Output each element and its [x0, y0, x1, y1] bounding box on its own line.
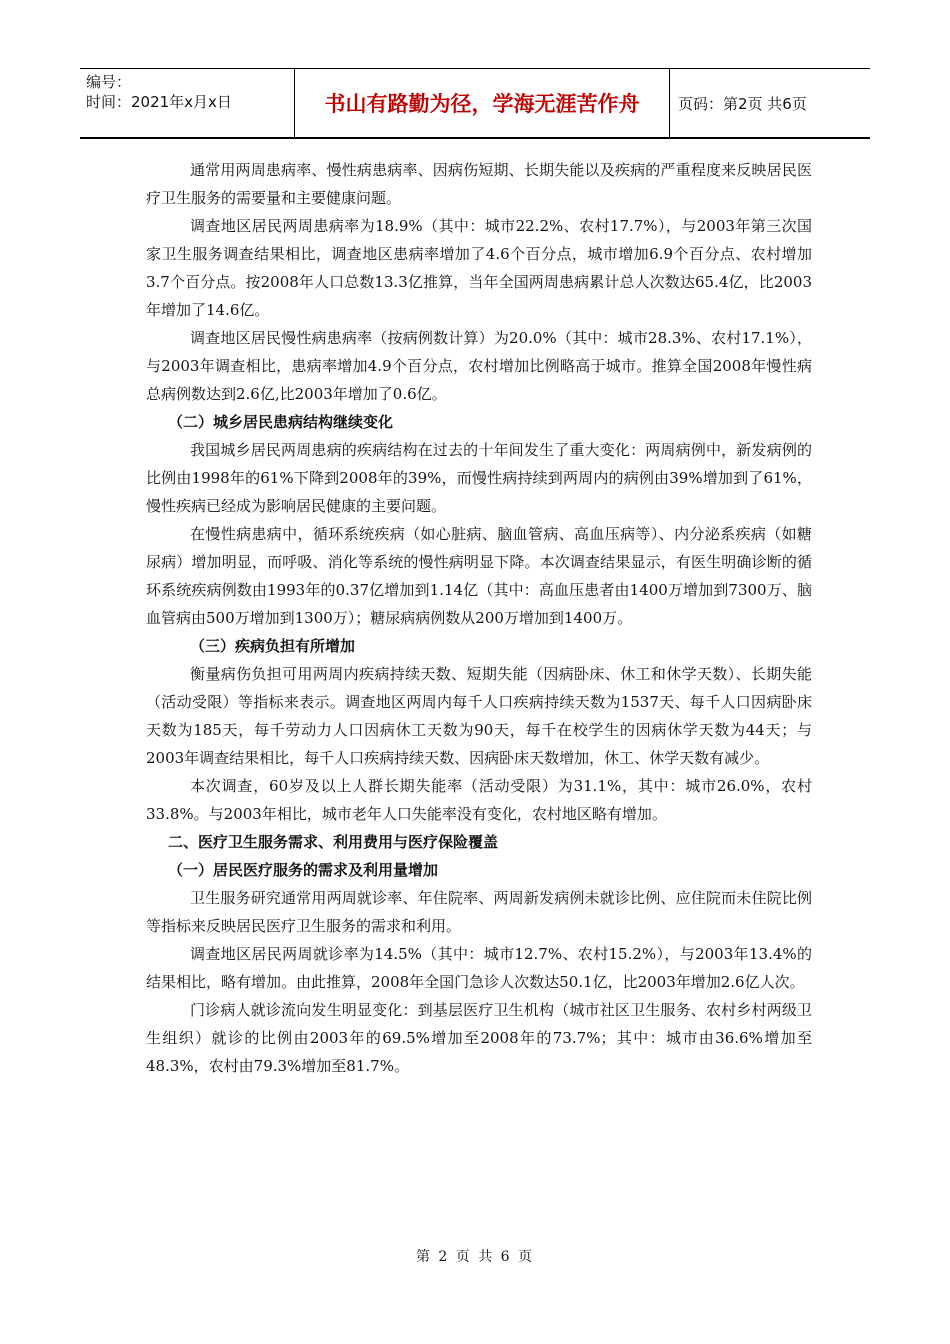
header-motto: 书山有路勤为径，学海无涯苦作舟 [295, 69, 670, 137]
paragraph: 调查地区居民两周就诊率为14.5%（其中：城市12.7%、农村15.2%），与2003年13.4%的结果相比，略有增加。由此推算，2008年全国门急诊人次数达50.1亿，比2003年增加2.6亿人次。 [146, 945, 812, 991]
paragraph: 本次调查，60岁及以上人群长期失能率（活动受限）为31.1%，其中：城市26.0%，农村33.8%。与2003年相比，城市老年人口失能率没有变化，农村地区略有增加。 [146, 777, 812, 823]
page-footer: 第 2 页 共 6 页 [415, 1249, 535, 1265]
page-header [80, 68, 870, 139]
section-heading: （一）居民医疗服务的需求及利用量增加 [168, 861, 439, 879]
section-heading: （三）疾病负担有所增加 [190, 637, 356, 655]
section-heading: （二）城乡居民患病结构继续变化 [168, 413, 394, 431]
paragraph: 我国城乡居民两周患病的疾病结构在过去的十年间发生了重大变化：两周病例中，新发病例的比例由1998年的61%下降到2008年的39%，而慢性病持续到两周内的病例由39%增加到了61%，慢性疾病已经成为影响居民健康的主要问题。 [146, 441, 812, 515]
paragraph: 在慢性病患病中，循环系统疾病（如心脏病、脑血管病、高血压病等）、内分泌系疾病（如糖尿病）增加明显，而呼吸、消化等系统的慢性病明显下降。本次调查结果显示，有医生明确诊断的循环系统疾病例数由1993年的0.37亿增加到1.14亿（其中：高血压患者由1400万增加到7300万、脑血管病由500万增加到1300万）；糖尿病病例数从200万增加到1400万。 [146, 525, 812, 627]
header-page-info: 页码：第2页 共6页 [678, 94, 807, 113]
paragraph: 衡量病伤负担可用两周内疾病持续天数、短期失能（因病卧床、休工和休学天数）、长期失能（活动受限）等指标来表示。调查地区两周内每千人口疾病持续天数为1537天、每千人口因病卧床天数为185天，每千劳动力人口因病休工天数为90天，每千在校学生的因病休学天数为44天；与2003年调查结果相比，每千人口疾病持续天数、因病卧床天数增加，休工、休学天数有减少。 [146, 665, 812, 767]
document-time-label: 时间：2021年x月x日 [86, 93, 232, 111]
paragraph: 卫生服务研究通常用两周就诊率、年住院率、两周新发病例未就诊比例、应住院而未住院比例等指标来反映居民医疗卫生服务的需求和利用。 [146, 889, 812, 935]
paragraph: 门诊病人就诊流向发生明显变化：到基层医疗卫生机构（城市社区卫生服务、农村乡村两级卫生组织）就诊的比例由2003年的69.5%增加至2008年的73.7%；其中：城市由36.6%增加至48.3%，农村由79.3%增加至81.7%。 [146, 1001, 812, 1075]
paragraph: 通常用两周患病率、慢性病患病率、因病伤短期、长期失能以及疾病的严重程度来反映居民医疗卫生服务的需要量和主要健康问题。 [146, 161, 812, 207]
document-body [146, 156, 812, 1080]
header-meta [80, 69, 295, 137]
document-number-label: 编号： [86, 73, 132, 91]
paragraph: 调查地区居民两周患病率为18.9%（其中：城市22.2%、农村17.7%），与2003年第三次国家卫生服务调查结果相比，调查地区患病率增加了4.6个百分点，城市增加6.9个百分点、农村增加3.7个百分点。按2008年人口总数13.3亿推算，当年全国两周患病累计总人次数达65.4亿，比2003年增加了14.6亿。 [146, 217, 812, 319]
section-heading: 二、医疗卫生服务需求、利用费用与医疗保险覆盖 [168, 833, 499, 851]
paragraph: 调查地区居民慢性病患病率（按病例数计算）为20.0%（其中：城市28.3%、农村17.1%），与2003年调查相比，患病率增加4.9个百分点，农村增加比例略高于城市。推算全国2008年慢性病总病例数达到2.6亿,比2003年增加了0.6亿。 [146, 329, 812, 403]
